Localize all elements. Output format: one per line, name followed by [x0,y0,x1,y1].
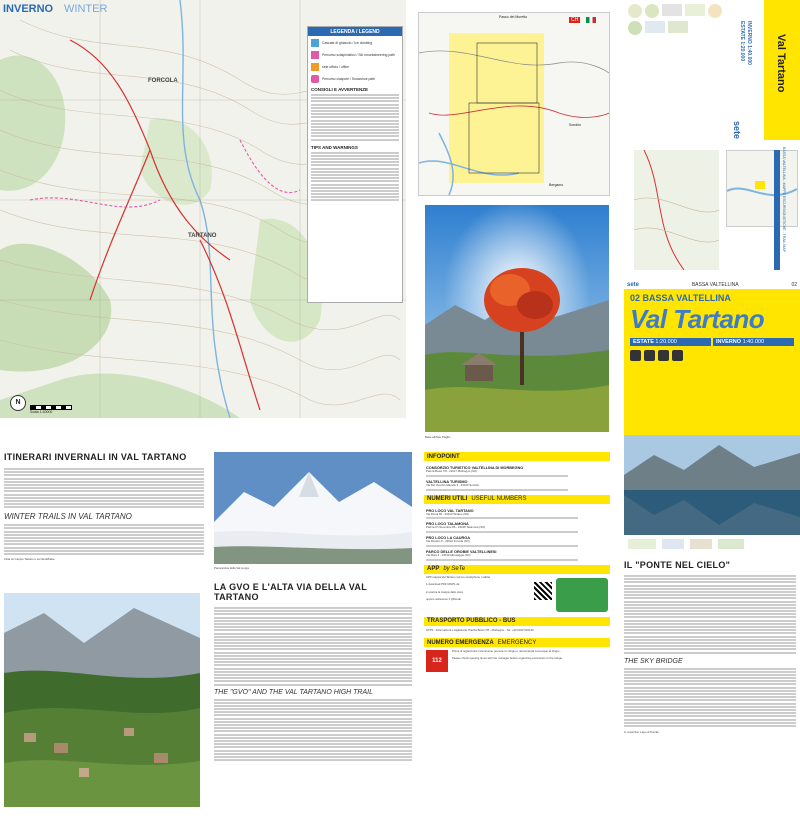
legend-item-label: Cascate di ghiaccio / Ice climbing [322,40,373,45]
ponte-subtitle-en: THE SKY BRIDGE [624,657,683,665]
app-header: APP by SeTe [424,565,610,574]
sponsor-logo-icon [668,21,688,33]
useful-entry-name: PARCO DELLE OROBIE VALTELLINESI [426,549,497,554]
emergency-line: Prima di organizzare l'escursione prenota un rifugio e raccomanda comunque al rifugio... [452,649,562,654]
info-entry-line: Piazza Bossi 7/8 - 23017 Morbegno (SO) [426,469,477,473]
itinerari-body-en [4,524,204,555]
useful-entry-line: Via Rosario 5 - 23010 Forcola (SO) [426,539,470,544]
autumn-tree-photo [425,205,609,432]
tips-title: TIPS AND WARNINGS [311,144,358,150]
itinerari-photo-caption: Vista su Campo Tartano e sui fienili/baite [4,556,55,561]
itinerari-section [4,452,204,562]
qr-code-icon[interactable] [534,582,552,600]
snowshoe-icon [311,75,319,83]
hiking-icon [630,350,641,361]
cover-strip-no: 02 [791,281,797,288]
ponte-body-en [624,668,796,727]
info-entry-name: VALTELLINA TURISMO [426,479,468,484]
sponsor-logo-icon [718,539,744,549]
sponsor-logo-icon [628,4,642,18]
cover-series-no: 02 [630,293,641,303]
sponsor-logo-icon [690,539,712,549]
tips-text-block [311,152,399,202]
map-label-tartano: TARTANO [188,233,217,239]
advice-title: CONSIGLI E AVVERTENZE [311,87,369,92]
info-entry-name: CONSORZIO TURISTICO VALTELLINA DI MORBEGNO [426,466,524,470]
mini-overview-map [726,150,798,227]
info-column [424,452,610,675]
cover-activity-icons [630,350,794,361]
back-estate-scale: ESTATE 1:20.000 [739,21,745,62]
app-promo-badge [556,578,608,612]
overview-label: Bergamo [549,183,564,187]
office-icon [311,63,319,71]
north-arrow-icon: N [10,395,26,411]
app-line: oppure attraverso il QRcode [426,597,461,602]
back-blue-strip [774,150,780,270]
gvo-section [214,582,412,762]
back-panel [624,0,800,280]
ponte-footer: In copertina: Lago di Porcile. [624,729,660,734]
overview-map-graphic [419,13,609,195]
autumn-photo-caption: Baite all'Alpe Piaglio [425,435,451,439]
sponsor-logo-icon [645,21,665,33]
snowshoe-activity-icon [672,350,683,361]
cover-logos [624,535,800,553]
overview-label: Sondrio [569,123,582,127]
cover-estate-badge: ESTATE 1:20.000 [630,338,711,346]
panorama-caption: Panoramica della Val Lunga [214,566,249,570]
trasporto-header: TRASPORTO PUBBLICO - BUS [424,617,610,626]
legend-item-label: Percorso scialpinistico / Ski mountaineering path [322,52,395,57]
legend-title: LEGENDA / LEGEND [308,27,402,36]
map-header-inverno: INVERNO [3,3,54,15]
legend-item-label: sete ufficio / office [322,64,350,69]
ponte-title: IL "PONTE NEL CIELO" [624,560,731,570]
sponsor-logo-icon [662,4,682,16]
itinerari-title: ITINERARI INVERNALI IN VAL TARTANO [4,452,187,462]
legend-item [311,51,399,59]
cover-inverno-badge: INVERNO 1:40.000 [713,338,794,346]
map-label-forcola: FORCOLA [148,78,178,84]
scale-label: Scala 1:40000 [30,410,53,414]
cover-strip-text: BASSA VALTELLINA [691,281,739,288]
italian-flag-icon [586,17,596,23]
winter-panorama-photo [214,452,412,564]
gvo-body-en [214,699,412,762]
sponsor-logo-icon [708,4,722,18]
cover-strip-publisher: sete [627,281,640,288]
cover-series-name: BASSA VALTELLINA [642,293,731,303]
legend-item-label: Percorso ciaspole / Snowshoe path [322,76,376,81]
infopoint-header: INFOPOINT [424,452,610,461]
sponsor-logo-icon [685,4,705,16]
back-strip-text: BASSA VALTELLINA - MAPPE ESCURSIONISTICHE - TRAIL MAP [782,147,786,252]
cover-series [630,293,794,303]
sponsor-logo-icon [662,539,684,549]
overview-map [418,12,610,196]
ponte-section [624,560,796,734]
cover-lake-photo [624,435,800,535]
cover-title: Val Tartano [630,304,765,334]
ponte-body [624,575,796,654]
info-entry-line: Via Del Vecchio Macello 4 - 23100 Sondrio [426,482,479,487]
itinerari-subtitle-en: WINTER TRAILS IN VAL TARTANO [4,512,132,522]
cover-top-strip [624,280,800,289]
sponsor-logos [628,4,736,35]
back-title: Val Tartano [775,34,787,93]
map-header-winter: WINTER [64,3,108,15]
app-line: 1.download PDF MAPS da [426,582,460,587]
app-line: APP mappa Val Tartano sul tuo smartphone o tablet [426,574,491,579]
legend-box [307,26,403,303]
climbing-icon [644,350,655,361]
emergency-line: Please check opening times with the manager before organizing excursions to the refuge. [452,655,563,660]
sponsor-logo-icon [628,21,642,35]
back-map-preview [634,150,719,270]
cover-panel [624,280,800,435]
useful-entry-name: PRO LOCO TALAMONA [426,522,469,527]
useful-entry-name: PRO LOCO VAL TARTANO [426,508,474,513]
advice-text-block [311,94,399,141]
useful-entry-name: PRO LOCO LA CAURGA [426,536,470,541]
emergency-number-icon: 112 [426,650,448,672]
legend-item [311,63,399,71]
ski-mountaineering-icon [311,51,319,59]
useful-entry-line: Via Roma 66 - 23010 Tartano (SO) [426,511,470,516]
swiss-flag-icon: CH [571,17,579,23]
itinerari-body [4,468,204,508]
useful-entry-line: Via Moia 4 - 23010 Albosaggia (SO) [426,552,471,557]
overview-label: Passo del Muretto [499,15,528,19]
ski-icon [658,350,669,361]
emergenza-header: NUMERO EMERGENZA EMERGENCY [424,638,610,647]
app-line: 2.scarica la mappa dallo store [426,589,464,594]
numeri-utili-header: NUMERI UTILI USEFUL NUMBERS [424,495,610,504]
useful-entry-line: Piazza IV Novembre 86 - 23018 Talamona (SO) [426,525,486,530]
trasporto-line: STPS - Informazioni e biglietteria: Piazza Bossi 7/8 - Morbegno - Tel. +39 0342 610140 [426,627,534,632]
gvo-subtitle-en: THE "GVO" AND THE VAL TARTANO HIGH TRAIL [214,688,373,696]
gvo-title: LA GVO E L'ALTA VIA DELLA VAL TARTANO [214,582,367,602]
legend-item [311,75,399,83]
valley-village-photo [4,593,200,807]
back-sete-logo: sete [732,120,743,140]
sponsor-logo-icon [645,4,659,18]
gvo-body [214,607,412,686]
legend-item [311,39,399,47]
back-inverno-scale: INVERNO 1:40.000 [746,21,752,65]
ice-climbing-icon [311,39,319,47]
sponsor-logo-icon [628,539,656,549]
